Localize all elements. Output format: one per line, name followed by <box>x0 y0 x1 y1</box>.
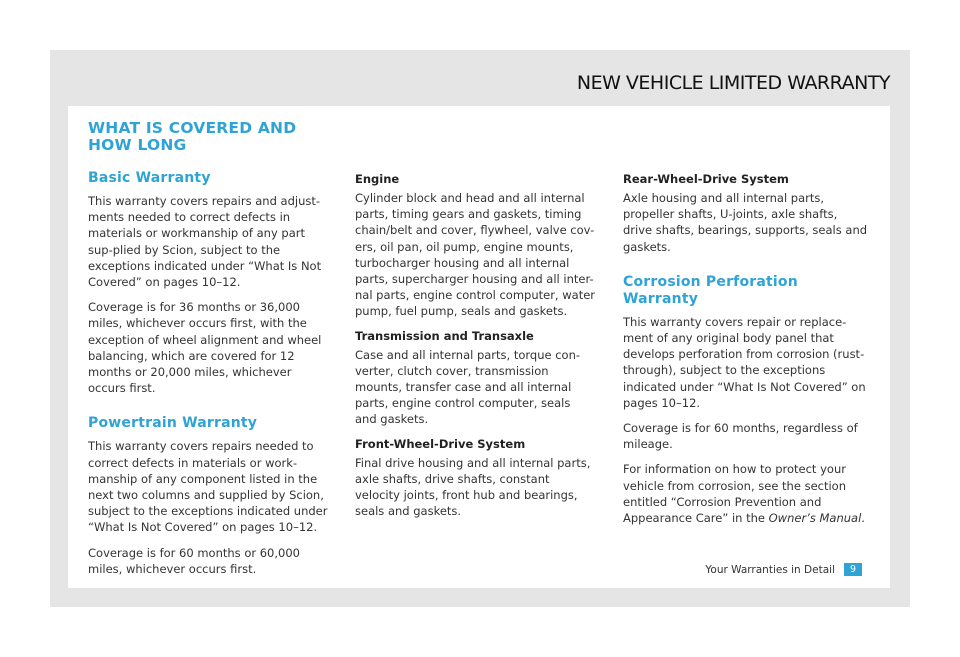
column-3 <box>623 172 868 535</box>
column-1 <box>88 170 328 586</box>
front-wheel-drive-text: Final drive housing and all internal parts, axle shafts, drive shafts, constant velocity joints, front hub and bearings, seals and gaskets. <box>355 455 591 519</box>
powertrain-warranty-paragraph-2: Coverage is for 60 months or 60,000 miles, whichever occurs first. <box>88 545 300 576</box>
page-title-line-1: WHAT IS COVERED AND <box>88 119 297 137</box>
content-panel <box>68 106 890 588</box>
corrosion-warranty-paragraph-3 <box>623 461 868 526</box>
transmission-text: Case and all internal parts, torque con-verter, clutch cover, transmission mounts, transfer case and all internal parts, engine control computer, seals and gaskets. <box>355 347 581 427</box>
page-footer <box>705 563 862 576</box>
rear-wheel-drive-heading: Rear-Wheel-Drive System <box>623 172 789 186</box>
owners-manual-reference: Owner’s Manual <box>768 511 862 526</box>
powertrain-warranty-paragraph-1: This warranty covers repairs needed to correct defects in materials or work-manship of any component listed in the next two columns and supplied by Scion, subject to the exceptions indicated under “What Is Not Covered” on pages 10–12. <box>88 439 328 535</box>
page-title-line-2: HOW LONG <box>88 136 187 154</box>
page-number-badge: 9 <box>844 563 862 576</box>
engine-heading: Engine <box>355 172 400 186</box>
corrosion-warranty-heading: Corrosion Perforation Warranty <box>623 273 798 307</box>
corrosion-p3-text: For information on how to protect your vehicle from corrosion, see the section entitled “Corrosion Prevention and Appearance Care” in the <box>623 462 846 526</box>
document-header-title: NEW VEHICLE LIMITED WARRANTY <box>576 72 890 94</box>
rear-wheel-drive-text: Axle housing and all internal parts, propeller shafts, U-joints, axle shafts, drive shafts, bearings, supports, seals and gaskets. <box>623 191 868 254</box>
basic-warranty-heading: Basic Warranty <box>88 170 211 186</box>
basic-warranty-paragraph-2: Coverage is for 36 months or 36,000 miles, whichever occurs first, with the exception of wheel alignment and wheel balancing, which are covered for 12 months or 20,000 miles, whichever occurs first. <box>88 300 322 396</box>
engine-text: Cylinder block and head and all internal parts, timing gears and gaskets, timing chain/belt and cover, flywheel, valve cov-ers, oil pan, oil pump, engine mounts, turbocharger housing and all internal parts, supercharger housing and all inter-nal parts, engine control computer, water pump, fuel pump, seals and gaskets. <box>355 191 596 319</box>
page-title <box>88 120 348 154</box>
basic-warranty-paragraph-1: This warranty covers repairs and adjust-ments needed to correct defects in materials or workmanship of any part sup-plied by Scion, subject to the exceptions indicated under “What Is Not Covered” on pages 10–12. <box>88 194 322 290</box>
corrosion-warranty-paragraph-1: This warranty covers repair or replace-ment of any original body panel that develops perforation from corrosion (rust-through), subject to the exceptions indicated under “What Is Not Covered” on pages 10–12. <box>623 314 866 410</box>
transmission-heading: Transmission and Transaxle <box>355 328 534 343</box>
powertrain-warranty-heading: Powertrain Warranty <box>88 415 258 432</box>
page-frame <box>50 50 910 607</box>
front-wheel-drive-heading: Front-Wheel-Drive System <box>355 436 526 451</box>
column-2 <box>355 172 595 528</box>
footer-section-label: Your Warranties in Detail <box>705 563 835 576</box>
corrosion-p3-end: . <box>861 511 865 526</box>
corrosion-warranty-paragraph-2: Coverage is for 60 months, regardless of mileage. <box>623 421 858 452</box>
